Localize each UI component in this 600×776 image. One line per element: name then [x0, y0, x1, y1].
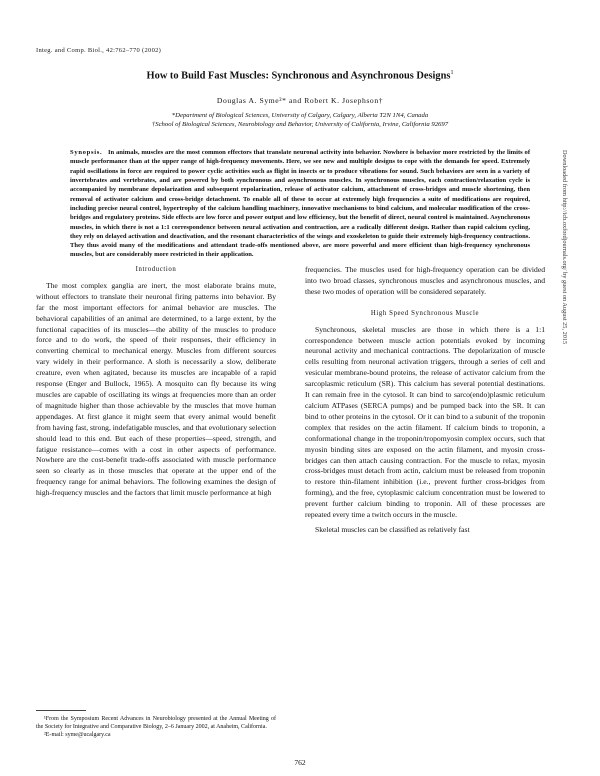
body-paragraph: The most complex ganglia are inert, the most elaborate brains mute, without effectors to translate their neuronal firing patterns into behavior. By far the most important effectors for animal behavior are muscles. The behavioral capabilities of an animal are determined, to a large extent, by the functional capacities of its muscles—the ability of the muscles to produce force and to do work, the speed of their responses, their efficiency in converting chemical to mechanical energy. Muscles from different sources vary widely in their performance. A sloth is necessarily a slow, deliberate creature, even when agitated, because its muscles are incapable of a rapid response (Enger and Bullock, 1965). A mosquito can fly because its wing muscles are capable of oscillating its wings at frequencies more than an order of magnitude higher than those achievable by the muscles that move human appendages. At first glance it might seem that every animal would benefit from having fast, strong, indefatigable muscles, and that evolutionary selection should lead to this end. But each of these properties—speed, strength, and fatigue resistance—comes with a cost in other aspects of performance. Nowhere are the cost-benefit trade-offs associated with muscle performance seen so clearly as in those muscles that operate at the upper end of the frequency range for animal behaviors. The following examines the design of high-frequency muscles and the factors that limit muscle performance at high [36, 280, 276, 498]
footnote-divider [36, 710, 86, 711]
abstract-text: In animals, muscles are the most common effectors that translate neuronal activity into behavior. Nowhere is behavior more restricted by the limits of muscle performance than at the upper range of high-frequency movements. Here, we see new and multiple designs to cope with the demands for speed. Extremely rapid oscillations in force are required to power cyclic activities such as flight in insects or to produce vibrations for sound. Such behaviors are seen in a variety of invertebrates and vertebrates, and are powered by both synchronous and asynchronous muscles. In synchronous muscles, each contraction/relaxation cycle is accompanied by membrane depolarization and subsequent repolarization, release of activator calcium, attachment of cross-bridges and muscle shortening, then removal of activator calcium and cross-bridge detachment. To enable all of these to occur at extremely high frequencies a suite of modifications are required, including precise neural control, hypertrophy of the calcium handling machinery, innovative mechanisms to bind calcium, and molecular modification of the cross-bridges and regulatory proteins. Side effects are low force and power output and low efficiency, but the benefit of direct, neural control is maintained. Asynchronous muscles, in which there is not a 1:1 correspondence between neural activation and contraction, are a radically different design. Rather than rapid calcium cycling, they rely on delayed activation and deactivation, and the resonant characteristics of the wings and exoskeleton to guide their extremely high-frequency contractions. They thus avoid many of the modifications and attendant trade-offs mentioned above, are more powerful and more efficient than high-frequency synchronous muscles, but are considerably more restricted in their application. [70, 149, 530, 259]
body-paragraph-continued: frequencies. The muscles used for high-frequency operation can be divided into two broad classes, synchronous muscles and asynchronous muscles, and these two modes of operation will be considered separately. [305, 265, 545, 296]
footnotes [36, 715, 276, 739]
section-heading-introduction: Introduction [135, 266, 177, 273]
footnote-symposium: ¹From the Symposium Recent Advances in Neurobiology presented at the Annual Meeting of the Society for Integrative and Comparative Biology, 2–6 January 2002, at Anaheim, California. [36, 716, 276, 730]
body-paragraph: Synchronous, skeletal muscles are those in which there is a 1:1 correspondence between muscle action potentials evoked by incoming neuronal activity and mechanical contractions. The depolarization of muscle cells resulting from neuronal activation triggers, through a series of cell and vesicular membrane-bound proteins, the release of activator calcium from the sarcoplasmic reticulum (SR). This calcium has several potential destinations. It can remain free in the cytosol. It can bind to sarco(endo)plasmic reticulum calcium ATPases (SERCA pumps) and be pumped back into the SR. It can bind to other proteins in the cytosol. Or it can bind to a subunit of the troponin complex that resides on the actin filament. If calcium binds to troponin, a conformational change in the troponin/tropomyosin complex occurs, such that myosin binding sites are exposed on the actin filament, and myosin cross-bridges can then attach causing contraction. For the muscle to relax, myosin cross-bridges must detach from actin, calcium must be released from troponin to restore thin-filament inhibition (i.e., prevent further cross-bridges from forming), and the free, cytoplasmic calcium concentration must be lowered to prevent further calcium binding to troponin. All of these processes are repeated every time a twitch occurs in the muscle. [305, 324, 545, 520]
section-heading-synchronous: High Speed Synchronous Muscle [370, 309, 480, 317]
article-title-text: How to Build Fast Muscles: Synchronous and Asynchronous Designs [146, 70, 451, 82]
page-number: 762 [294, 758, 306, 767]
right-column [305, 265, 545, 536]
download-watermark-text: Downloaded from http://icb.oxfordjournals.org/ by guest on August 25, 2015 [561, 150, 568, 345]
article-title [40, 70, 560, 81]
title-footnote-mark: 1 [450, 70, 454, 76]
affiliation-irvine: †School of Biological Sciences, Neurobiology and Behavior, University of California, Irvine, California 92697 [151, 121, 449, 128]
abstract [70, 148, 530, 260]
journal-header: Integ. and Comp. Biol., 42:762–770 (2002) [36, 47, 162, 54]
affiliation-calgary: *Department of Biological Sciences, University of Calgary, Calgary, Alberta T2N 1N4, Canada [171, 112, 429, 119]
left-column [36, 265, 276, 499]
author-list: Douglas A. Syme²* and Robert K. Josephson† [216, 96, 384, 105]
download-watermark [560, 150, 570, 590]
abstract-label: Synopsis. [70, 149, 103, 156]
body-paragraph: Skeletal muscles can be classified as relatively fast [315, 524, 470, 534]
footnote-email: ²E-mail: syme@ucalgary.ca [44, 732, 111, 738]
